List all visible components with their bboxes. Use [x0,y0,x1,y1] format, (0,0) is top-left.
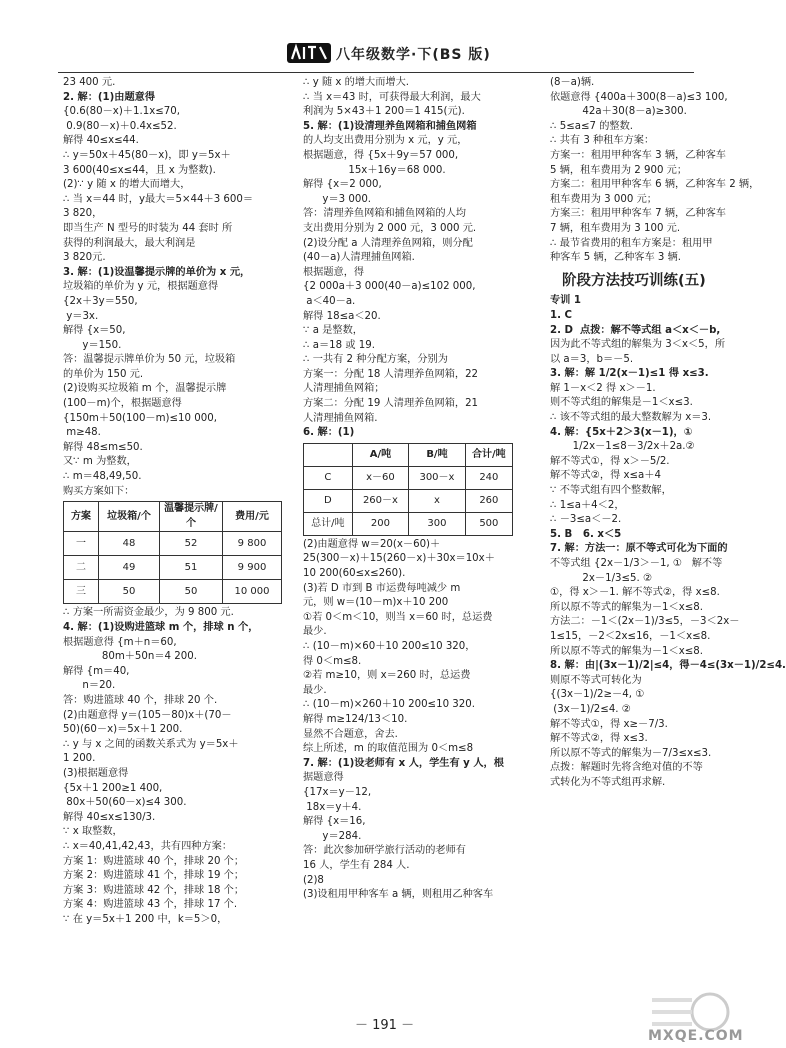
transport-table [303,443,513,536]
text-line: y＝150. [63,339,122,351]
col3-text-b [550,309,786,791]
text-line: 50)(60－x)＝5x＋1 200. [63,724,183,736]
text-line: 解 1－x＜2 得 x＞－1. [550,382,656,394]
text-line: 购买方案如下： [63,485,135,497]
col1-text-a [63,76,283,499]
page-number: － 191 － [355,1018,415,1033]
text-line: 人清理捕鱼网箱. [303,412,378,424]
table-header-cell: 垃圾箱/个 [99,502,160,532]
text-line: ∴ 共有 3 种租车方案： [550,135,655,147]
column-3 [550,76,786,791]
text-line: 支出费用分别为 2 000 元，3 000 元. [303,222,477,234]
text-line: 解得 {x＝16, [303,816,366,828]
text-line: ∴ 当 x＝43 时，可获得最大利润，最大 [303,91,481,103]
table-header-cell: 方案 [64,502,99,532]
text-line: y＝3x. [63,310,99,322]
text-line: y＝284. [303,830,362,842]
text-line: 方案三：租用甲种客车 7 辆，乙种客车 [550,208,726,220]
text-line: n＝20. [63,680,116,692]
table-row [304,466,513,489]
table-cell: C [304,466,353,489]
column-1 [63,76,283,927]
table-row [304,512,513,535]
text-line: 答：购进篮球 40 个，排球 20 个. [63,694,218,706]
text-line: 解不等式②，得 x≤3. [550,733,648,745]
table-header-cell: 合计/吨 [465,443,512,466]
text-line: ∵ a 是整数， [303,325,363,337]
text-line: 解不等式①，得 x＞－5/2. [550,455,670,467]
text-line: 2. 解：(1)由题意得 [63,91,156,103]
text-line: 种客车 5 辆，乙种客车 3 辆. [550,252,682,264]
text-line: 解得 {x＝50, [63,325,126,337]
text-line: 解不等式①，得 x≥－7/3. [550,718,668,730]
text-line: {2x＋3y＝550, [63,295,138,307]
text-line: (2)8 [303,874,324,886]
text-line: 1 200. [63,753,96,765]
text-line: 获得的利润最大，最大利润是 [63,237,196,249]
text-line: 5. 解：(1)设清理养鱼网箱和捕鱼网箱 [303,120,477,132]
text-line: 解得 {m＝40, [63,665,130,677]
text-line: 3 820， [63,208,103,220]
text-line: ∴ 1≤a＋4＜2， [550,499,625,511]
table-cell: 49 [99,556,160,580]
text-line: 3. 解：(1)设温馨提示牌的单价为 x 元， [63,266,251,278]
text-line: ∴ 该不等式组的最大整数解为 x＝3. [550,412,712,424]
watermark-text: MXQE.COM [648,1028,744,1044]
text-line: 解不等式②，得 x≤a＋4 [550,470,661,482]
purchase-plan-table [63,501,282,604]
section-title: 阶段方法技巧训练(五) [562,272,706,289]
text-line: 根据题意得 {m＋n＝60, [63,636,177,648]
text-line: 又∵ m 为整数， [63,456,137,468]
text-line: 解得 48≤m≤50. [63,441,143,453]
table-cell: x [409,489,466,512]
col3-text-a [550,76,760,266]
text-line: (2)由题意得 w＝20(x－60)＋ [303,538,441,550]
text-line: ②若 m≥10，则 x＝260 时，总运费 [303,670,471,682]
table-header-cell: A/吨 [352,443,409,466]
table-cell: 240 [465,466,512,489]
text-line: ∴ 当 x＝44 时，y最大＝5×44＋3 600＝ [63,193,254,205]
text-line: 则原不等式可转化为 [550,674,642,686]
text-line: 7. 解：(1)设老师有 x 人，学生有 y 人，根 [303,757,504,769]
text-line: {0.6(80－x)＋1.1x≤70, [63,106,180,118]
table-cell: 51 [160,556,223,580]
table-cell: 260 [465,489,512,512]
text-line: ∴ y＝50x＋45(80－x)，即 y＝5x＋ [63,149,231,161]
table-row [64,556,282,580]
text-line: ∴ y 与 x 之间的函数关系式为 y＝5x＋ [63,738,239,750]
table-cell: x－60 [352,466,409,489]
text-line: (2)由题意得 y＝(105－80)x＋(70－ [63,709,232,721]
text-line: 7 辆，租车费用为 3 100 元. [550,222,681,234]
text-line: 所以原不等式的解集为－1＜x≤8. [550,645,704,657]
text-line: 点拨：解题时先将含绝对值的不等 [550,762,703,774]
text-line: 10 200(60≤x≤260). [303,568,406,580]
table-cell: 三 [64,580,99,604]
text-line: {(3x－1)/2≥－4, ① [550,689,645,701]
text-line: ∴ a＝18 或 19. [303,339,375,351]
text-line: 解得 40≤x≤130/3. [63,811,156,823]
text-line: ∴ (10－m)×260＋10 200≤10 320. [303,699,475,711]
header-title: 八年级数学·下(BS 版) [336,47,491,63]
section-subtitle: 专训 1 [550,295,582,307]
text-line: 答：此次参加研学旅行活动的老师有 [303,845,466,857]
text-line: ∵ 在 y＝5x＋1 200 中，k＝5＞0， [63,913,228,925]
text-line: 解得 40≤x≤44. [63,135,139,147]
text-line: 即当生产 N 型号的时装为 44 套时 所 [63,222,233,234]
text-line: 3. 解：解 1/2(x－1)≤1 得 x≤3. [550,368,709,380]
text-line: 依题意得 {400a＋300(8－a)≤3 100, [550,91,728,103]
text-line: 解得 18≤a＜20. [303,310,381,322]
text-line: 所以原不等式的解集为－1＜x≤8. [550,601,704,613]
text-line: 4. 解：(1)设购进篮球 m 个，排球 n 个， [63,622,259,633]
table-cell: 总计/吨 [304,512,353,535]
text-line: 6. 解：(1) [303,427,355,439]
table-header-row [304,443,513,466]
text-line: 方案 3：购进篮球 42 个，排球 18 个； [63,884,245,896]
text-line: 2. D 点拨：解不等式组 a＜x＜－b, [550,324,721,336]
text-line: 据题意得 [303,772,344,784]
table-cell: 50 [160,580,223,604]
text-line: 16 人，学生有 284 人. [303,859,410,871]
text-line: (100－m)个，根据题意得 [63,398,182,410]
text-line: (2)设购买垃圾箱 m 个，温馨提示牌 [63,383,227,395]
text-line: {2 000a＋3 000(40－a)≤102 000, [303,281,476,293]
text-line: 5 辆，租车费用为 2 900 元； [550,164,688,176]
table-row [64,580,282,604]
table-cell: 260－x [352,489,409,512]
text-line: 的人均支出费用分别为 x 元，y 元， [303,135,468,147]
text-line: 23 400 元. [63,77,116,88]
table-row [64,532,282,556]
brand-logo-icon [286,40,332,66]
text-line: 租车费用为 3 000 元； [550,193,657,205]
text-line: 方法二：－1＜(2x－1)/3≤5，－3＜2x－ [550,616,740,628]
text-line: 3 600(40≤x≤44，且 x 为整数). [63,164,216,176]
text-line: 15x＋16y＝68 000. [303,164,446,176]
text-line: 18x＝y＋4. [303,801,362,813]
text-line: 则不等式组的解集是－1＜x≤3. [550,397,693,409]
column-2 [303,76,513,903]
text-line: (8－a)辆. [550,77,595,88]
text-line: 解得 m≥124/13＜10. [303,713,408,725]
text-line: ①，得 x＞－1. 解不等式②，得 x≤8. [550,587,720,599]
text-line: (2)∵ y 随 x 的增大而增大， [63,179,191,191]
text-line: 80x＋50(60－x)≤4 300. [63,797,187,809]
table-row [304,489,513,512]
text-line: (3x－1)/2≤4. ② [550,703,631,715]
col2-text-a [303,76,513,441]
table-cell: 10 000 [223,580,282,604]
text-line: 8. 解：由|(3x－1)/2|≤4，得－4≤(3x－1)/2≤4. [550,660,786,672]
col1-text-b [63,606,283,927]
text-line: ∴ m＝48,49,50. [63,471,142,483]
text-line: 得 0＜m≤8. [303,655,362,667]
text-line: 以 a＝3，b＝－5. [550,353,634,365]
text-line: 根据题意，得 [303,266,365,278]
table-header-cell: 费用/元 [223,502,282,532]
text-line: ∴ (10－m)×60＋10 200≤10 320， [303,641,476,652]
text-line: 1/2x－1≤8－3/2x＋2a.② [550,441,695,453]
text-line: 5. B 6. x＜5 [550,528,622,540]
text-line: a＜40－a. [303,295,356,307]
text-line: y＝3 000. [303,193,372,205]
text-line: 人清理捕鱼网箱； [303,383,385,395]
text-line: ∵ x 取整数， [63,826,123,838]
table-cell: 52 [160,532,223,556]
col2-text-b [303,538,513,903]
text-line: ∴ y 随 x 的增大而增大. [303,77,410,88]
text-line: ∴ 方案一所需资金最少，为 9 800 元. [63,607,234,619]
text-line: 80m＋50n＝4 200. [63,651,197,663]
header-rule [58,72,694,73]
table-cell: 200 [352,512,409,535]
text-line: 综上所述，m 的取值范围为 0＜m≤8 [303,743,474,755]
text-line: 42a＋30(8－a)≥300. [550,106,687,118]
text-line: 1. C [550,309,572,321]
text-line: ∴ －3≤a＜－2. [550,514,622,526]
text-line: 4. 解：{5x＋2＞3(x－1)，① [550,426,693,438]
text-line: 答：清理养鱼网箱和捕鱼网箱的人均 [303,208,466,220]
text-line: 所以原不等式的解集为－7/3≤x≤3. [550,747,712,759]
table-cell: 9 900 [223,556,282,580]
text-line: ∴ 一共有 2 种分配方案，分别为 [303,354,448,366]
text-line: 2x－1/3≤5. ② [550,572,653,584]
text-line: 0.9(80－x)＋0.4x≤52. [63,120,177,132]
table-header-cell [304,443,353,466]
text-line: {17x＝y－12, [303,786,372,798]
text-line: 最少. [303,684,327,696]
table-header-cell: B/吨 [409,443,466,466]
text-line: ∴ x＝40,41,42,43，共有四种方案： [63,840,233,852]
text-line: 因为此不等式组的解集为 3＜x＜5，所 [550,339,726,351]
text-line: 垃圾箱的单价为 y 元，根据题意得 [63,281,219,293]
page-header [0,0,750,74]
text-line: (3)设租用甲种客车 a 辆，则租用乙种客车 [303,889,494,901]
text-line: 25(300－x)＋15(260－x)＋30x＝10x＋ [303,553,495,565]
text-line: ∵ 不等式组有四个整数解， [550,485,672,497]
text-line: 方案一：分配 18 人清理养鱼网箱，22 [303,368,479,380]
text-line: 式转化为不等式组再求解. [550,776,666,788]
text-line: ∴ 最节省费用的租车方案是：租用甲 [550,237,713,249]
text-line: 解得 {x＝2 000, [303,179,382,191]
text-line: 最少. [303,626,327,638]
table-cell: 300 [409,512,466,535]
table-cell: 48 [99,532,160,556]
text-line: 元，则 w＝(10－m)x＋10 200 [303,597,449,609]
text-line: 的单价为 150 元. [63,368,144,380]
text-line: m≥48. [63,427,101,439]
text-line: 方案一：租用甲种客车 3 辆，乙种客车 [550,149,726,161]
text-line: ①若 0＜m＜10，则当 x＝60 时，总运费 [303,611,493,623]
text-line: (2)设分配 a 人清理养鱼网箱，则分配 [303,237,473,249]
text-line: ∴ 5≤a≤7 的整数. [550,120,634,132]
text-line: (3)根据题意得 [63,767,129,779]
text-line: 7. 解：方法一：原不等式可化为下面的 [550,543,728,555]
text-line: 1≤15，－2＜2x≤16，－1＜x≤8. [550,630,711,642]
text-line: 答：温馨提示牌单价为 50 元，垃圾箱 [63,354,236,366]
table-cell: 300－x [409,466,466,489]
table-cell: 二 [64,556,99,580]
text-line: 方案 2：购进篮球 41 个，排球 19 个； [63,870,245,882]
table-header-row [64,502,282,532]
text-line: (3)若 D 市到 B 市运费每吨减少 m [303,582,461,594]
table-cell: 50 [99,580,160,604]
text-line: 方案二：分配 19 人清理养鱼网箱，21 [303,398,479,410]
text-line: (40－a)人清理捕鱼网箱. [303,252,415,264]
table-header-cell: 温馨提示牌/个 [160,502,223,532]
text-line: 3 820元. [63,252,106,264]
text-line: {5x＋1 200≥1 400, [63,782,163,794]
text-line: 不等式组 {2x－1/3＞－1, ① 解不等 [550,558,723,569]
text-line: 显然不合题意，舍去. [303,728,398,740]
table-cell: D [304,489,353,512]
text-line: 方案 4：购进篮球 43 个，排球 17 个. [63,899,238,911]
table-cell: 500 [465,512,512,535]
table-cell: 9 800 [223,532,282,556]
text-line: 方案 1：购进篮球 40 个，排球 20 个； [63,855,245,867]
text-line: 方案二：租用甲种客车 6 辆，乙种客车 2 辆， [550,179,760,191]
table-cell: 一 [64,532,99,556]
text-line: {150m＋50(100－m)≤10 000, [63,412,217,424]
text-line: 利润为 5×43＋1 200＝1 415(元). [303,106,465,118]
text-line: 根据题意，得 {5x＋9y＝57 000, [303,149,459,161]
